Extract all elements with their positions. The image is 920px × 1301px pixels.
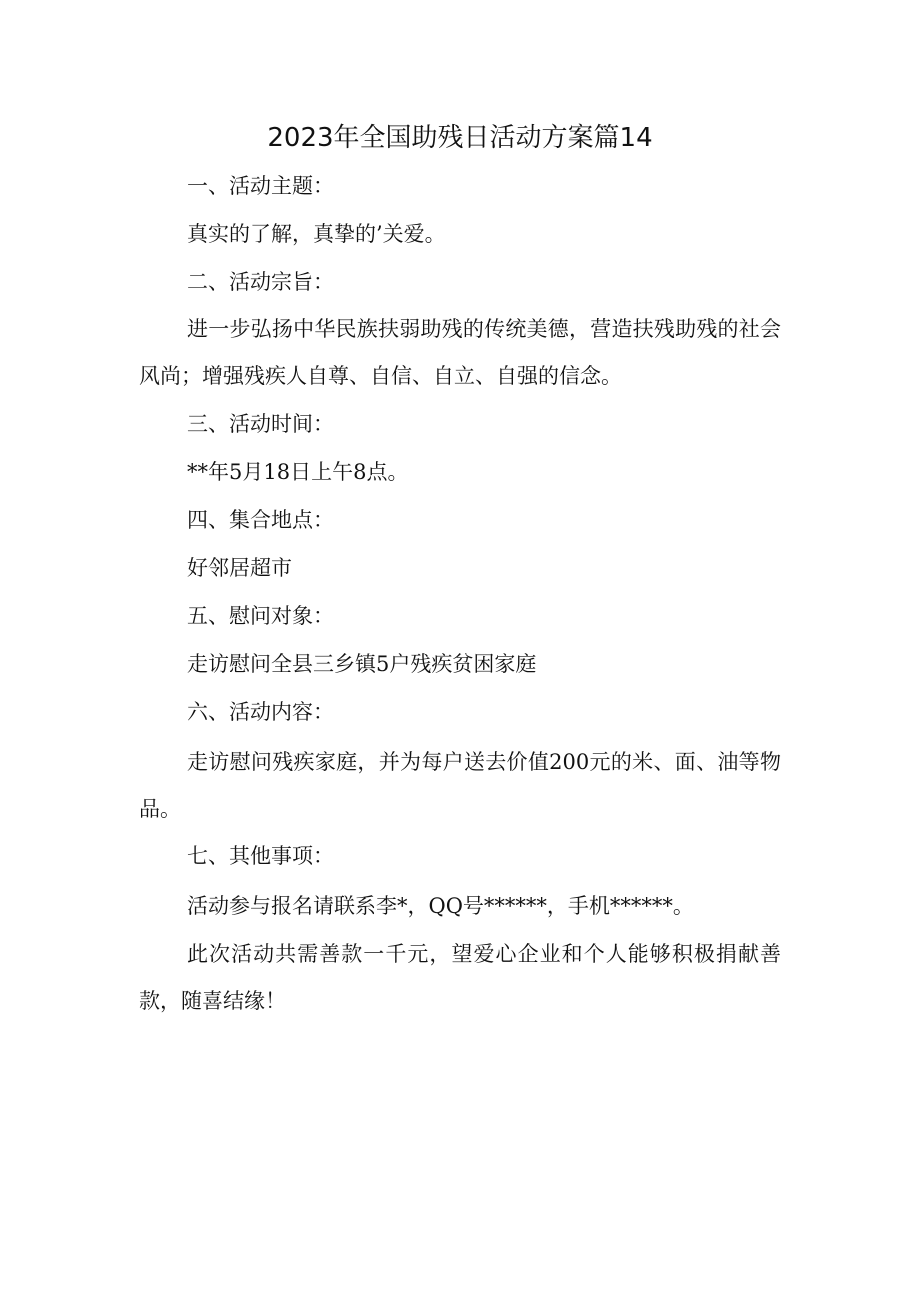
location-text: 好邻居超市 [187, 556, 292, 580]
heading-time: 三、活动时间： [187, 412, 334, 436]
document-title: 2023年全国助残日活动方案篇14 [267, 123, 653, 153]
heading-location: 四、集合地点： [187, 508, 334, 532]
content-text: 走访慰问残疾家庭，并为每户送去价值200元的米、面、油等物品。 [139, 750, 781, 821]
donation-text: 此次活动共需善款一千元，望爱心企业和个人能够积极捐献善款，随喜结缘！ [139, 942, 781, 1013]
theme-text: 真实的了解，真挚的’关爱。 [187, 222, 446, 246]
heading-theme: 一、活动主题： [187, 174, 334, 198]
contact-text: 活动参与报名请联系李*，QQ号******，手机******。 [187, 894, 694, 918]
time-text: **年5月18日上午8点。 [187, 460, 409, 484]
heading-content: 六、活动内容： [187, 700, 334, 724]
purpose-text: 进一步弘扬中华民族扶弱助残的传统美德，营造扶残助残的社会风尚；增强残疾人自尊、自信、自立、自强的信念。 [139, 317, 781, 388]
heading-purpose: 二、活动宗旨： [187, 270, 334, 294]
targets-text: 走访慰问全县三乡镇5户残疾贫困家庭 [187, 652, 537, 676]
heading-other: 七、其他事项： [187, 844, 334, 868]
heading-targets: 五、慰问对象： [187, 604, 334, 628]
